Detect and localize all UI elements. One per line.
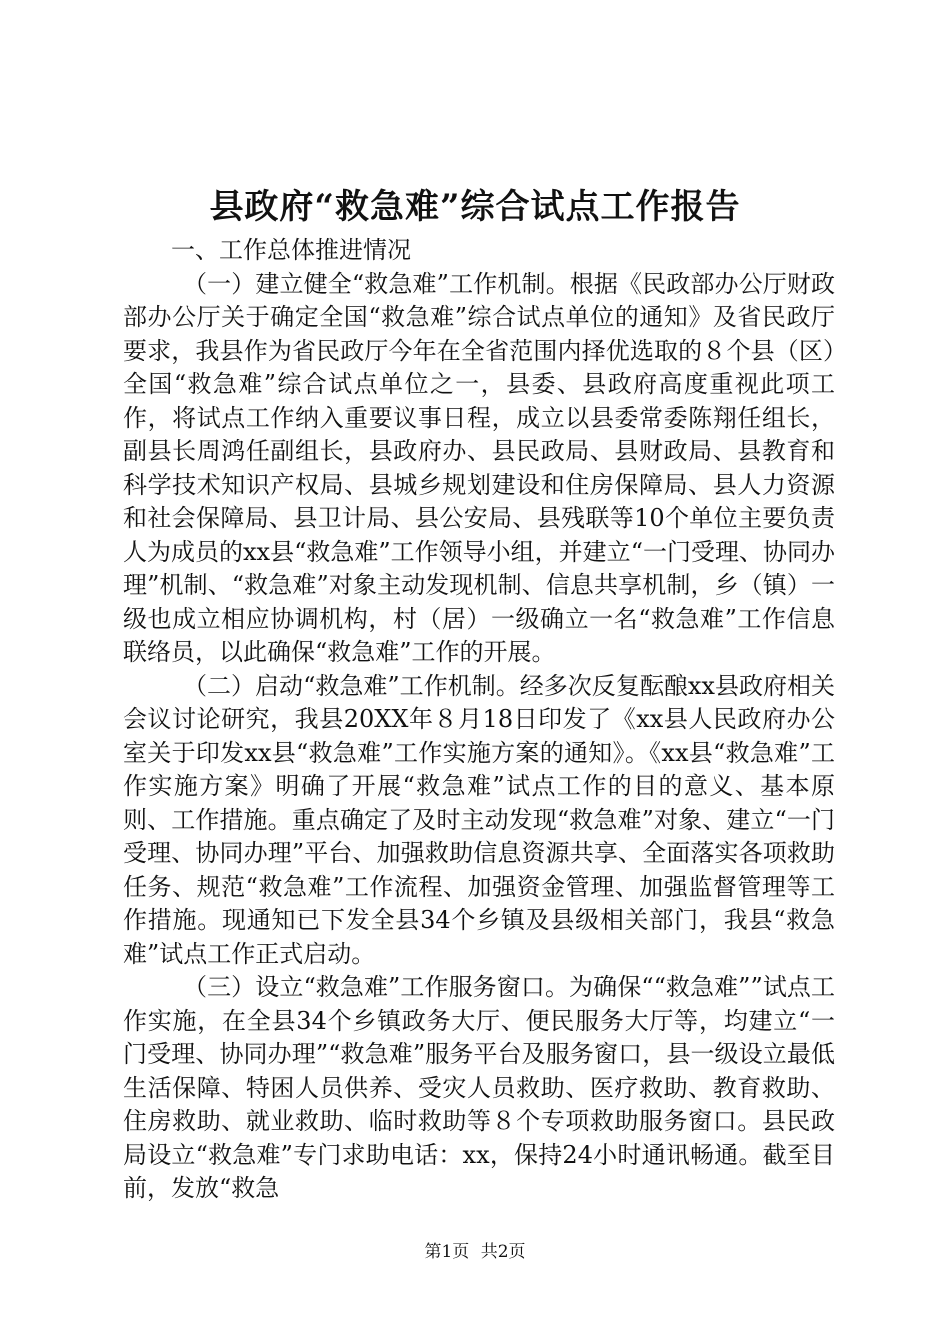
page-number: 第1页 xyxy=(424,1242,470,1262)
page-footer xyxy=(0,1240,950,1264)
paragraph-1: （一）建立健全“救急难”工作机制。根据《民政部办公厅财政部办公厅关于确定全国“救急难”综合试点单位的通知》及省民政厅要求，我县作为省民政厅今年在全省范围内择优选取的８个县（区）全国“救急难”综合试点单位之一，县委、县政府高度重视此项工作，将试点工作纳入重要议事日程，成立以县委常委陈翔任组长，副县长周鸿任副组长，县政府办、县民政局、县财政局、县教育和科学技术知识产权局、县城乡规划建设和住房保障局、县人力资源和社会保障局、县卫计局、县公安局、县残联等10个单位主要负责人为成员的xx县“救急难”工作领导小组，并建立“一门受理、协同办理”机制、“救急难”对象主动发现机制、信息共享机制，乡（镇）一级也成立相应协调机构，村（居）一级确立一名“救急难”工作信息联络员，以此确保“救急难”工作的开展。 xyxy=(123,269,835,666)
document-body xyxy=(123,234,835,1206)
section-heading: 一、工作总体推进情况 xyxy=(171,236,411,264)
document-title: 县政府“救急难”综合试点工作报告 xyxy=(209,187,741,227)
paragraph-2: （二）启动“救急难”工作机制。经多次反复酝酿xx县政府相关会议讨论研究，我县20XX年８月18日印发了《xx县人民政府办公室关于印发xx县“救急难”工作实施方案的通知》。《xx县“救急难”工作实施方案》明确了开展“救急难”试点工作的目的意义、基本原则、工作措施。重点确定了及时主动发现“救急难”对象、建立“一门受理、协同办理”平台、加强救助信息资源共享、全面落实各项救助任务、规范“救急难”工作流程、加强资金管理、加强监督管理等工作措施。现通知已下发全县34个乡镇及县级相关部门，我县“救急难”试点工作正式启动。 xyxy=(123,671,835,968)
paragraph-3: （三）设立“救急难”工作服务窗口。为确保““救急难””试点工作实施，在全县34个乡镇政务大厅、便民服务大厅等，均建立“一门受理、协同办理”“救急难”服务平台及服务窗口，县一级设立最低生活保障、特困人员供养、受灾人员救助、医疗救助、教育救助、住房救助、就业救助、临时救助等８个专项救助服务窗口。县民政局设立“救急难”专门求助电话：xx，保持24小时通讯畅通。截至目前，发放“救急 xyxy=(123,973,835,1202)
page-total: 共2页 xyxy=(480,1242,526,1262)
